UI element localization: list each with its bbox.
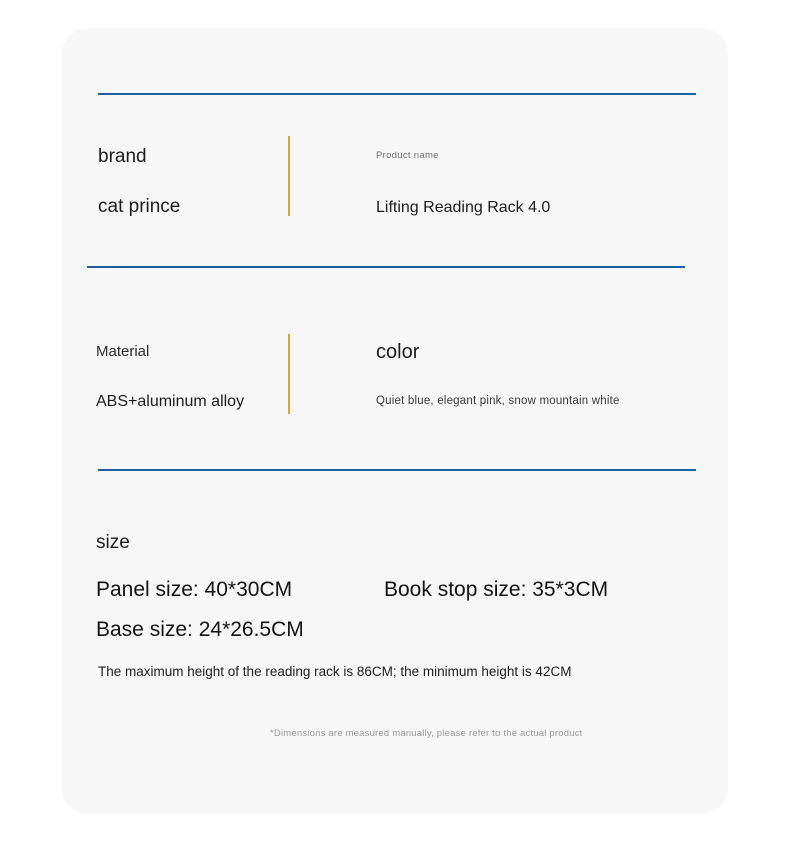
vertical-divider-brand bbox=[288, 136, 290, 216]
divider-rule-top bbox=[98, 93, 696, 95]
size-label: size bbox=[96, 532, 130, 553]
base-size-value: Base size: 24*26.5CM bbox=[96, 618, 304, 641]
divider-rule-bottom bbox=[98, 469, 696, 471]
height-range-note: The maximum height of the reading rack is 86CM; the minimum height is 42CM bbox=[98, 664, 572, 679]
product-spec-card bbox=[62, 28, 728, 814]
material-label: Material bbox=[96, 343, 150, 360]
material-value: ABS+aluminum alloy bbox=[96, 393, 245, 410]
product-name-label: Product name bbox=[376, 150, 439, 161]
measurement-footnote: *Dimensions are measured manually, please refer to the actual product bbox=[270, 728, 583, 739]
brand-label: brand bbox=[98, 146, 147, 167]
book-stop-size-value: Book stop size: 35*3CM bbox=[384, 578, 609, 601]
color-label: color bbox=[376, 341, 420, 363]
vertical-divider-material bbox=[288, 334, 290, 414]
product-name-value: Lifting Reading Rack 4.0 bbox=[376, 199, 551, 216]
divider-rule-middle bbox=[87, 266, 685, 268]
panel-size-value: Panel size: 40*30CM bbox=[96, 578, 293, 601]
color-value: Quiet blue, elegant pink, snow mountain white bbox=[376, 395, 620, 407]
brand-value: cat prince bbox=[98, 196, 181, 217]
